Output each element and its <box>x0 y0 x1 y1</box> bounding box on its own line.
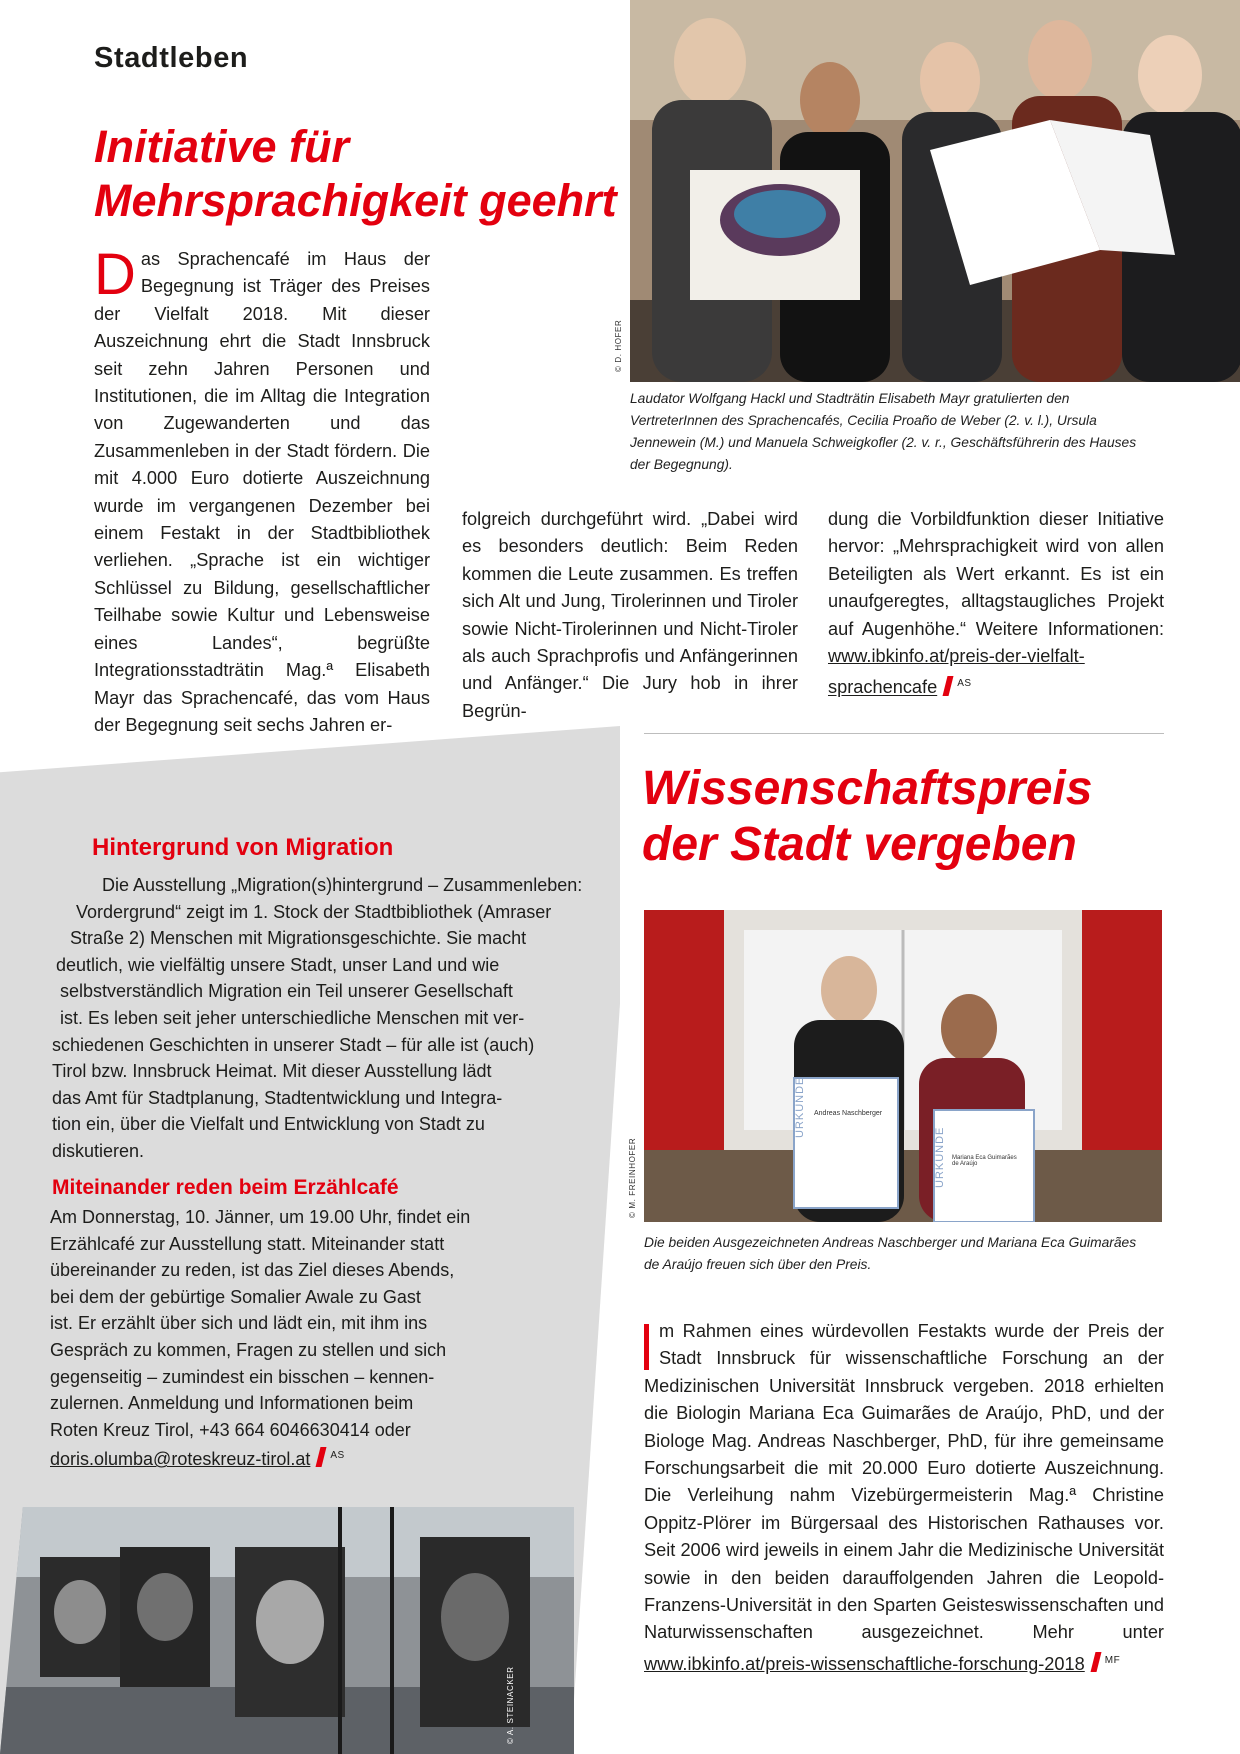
article2-link[interactable]: www.ibkinfo.at/preis-wissenschaftliche-forschung-2018 <box>644 1653 1085 1674</box>
photo-credit: © A. STEINACKER <box>506 1666 515 1744</box>
photo-credit: © M. FREINHOFER <box>628 1137 637 1218</box>
article1-headline-line1: Initiative für <box>94 121 350 172</box>
section-label: Stadtleben <box>94 42 249 74</box>
photo-caption: Laudator Wolfgang Hackl und Stadträtin Elisabeth Mayr gratulierten den VertreterInnen des Sprachencafés, Cecilia Proaño de Weber (2. v. l.), Ursula Jennewein (M.) und Manuela Schweigkofler (2. v. r., Geschäftsführerin des Hauses der Begegnung). <box>630 391 1137 472</box>
box-line: tion ein, über die Vielfalt und Entwicklung von Stadt zu <box>52 1114 485 1135</box>
certificate-name: Mariana Eca Guimarães de Araújo <box>952 1155 1017 1167</box>
box-line: ist. Es leben seit jeher unterschiedliche Menschen mit ver- <box>60 1007 525 1028</box>
box-line: Vordergrund“ zeigt im 1. Stock der Stadtbibliothek (Amraser <box>76 901 552 922</box>
box-line: das Amt für Stadtplanung, Stadtentwicklung und Integra- <box>52 1087 503 1108</box>
photo-credit: © D. HOFER <box>614 319 623 372</box>
end-mark <box>1090 1652 1101 1672</box>
email-link[interactable]: doris.olumba@roteskreuz-tirol.at <box>50 1449 311 1470</box>
article1-column1 <box>94 242 430 739</box>
box-line: selbstverständlich Migration ein Teil unserer Gesellschaft <box>60 981 513 1002</box>
article2-headline-line2: der Stadt vergeben <box>642 818 1077 871</box>
award-winners-photo <box>644 910 1162 1222</box>
box-line: bei dem der gebürtige Somalier Awale zu Gast <box>50 1286 421 1307</box>
box-line: ist. Er erzählt über sich und lädt ein, mit ihm ins <box>50 1313 428 1334</box>
certificate-name: Andreas Naschberger <box>814 1110 883 1117</box>
article1-column3-text: dung die Vorbildfunktion dieser Initiative hervor: „Mehrsprachigkeit wird von allen Beteiligten als Wert erkannt. Es ist ein unaufgeregtes, alltagstaugliches Projekt auf Augenhöhe.“ Weitere Informationen: <box>828 509 1164 639</box>
box-heading-erzaehlcafe: Miteinander reden beim Erzählcafé <box>52 1176 399 1199</box>
dropcap: D <box>94 242 136 307</box>
award-group-photo <box>630 0 1240 382</box>
article1-column3 <box>828 506 1164 702</box>
box-line <box>50 1443 470 1473</box>
article1-headline-line2: Mehrsprachigkeit geehrt <box>94 175 617 226</box>
article1-column2-text: folgreich durchgeführt wird. „Dabei wird es besonders deutlich: Beim Reden kommen die Leute zusammen. Es treffen sich Alt und Jung, Tirolerinnen und Tiroler sowie Nicht-Tirolerinnen und Nicht-Tiroler als auch Sprachprofis und Anfängerinnen und Anfänger.“ Die Jury hob in ihrer Begrün- <box>462 509 798 721</box>
box-line: Straße 2) Menschen mit Migrationsgeschichte. Sie macht <box>70 928 527 949</box>
author-initials: AS <box>957 678 972 690</box>
article1-column1-text: as Sprachencafé im Haus der Begegnung ist Träger des Preises der Vielfalt 2018. Mit dieser Auszeichnung ehrt die Stadt Innsbruck seit zehn Jahren Personen und Institutionen, die im Alltag die Integration von Zugewanderten und das Zusammenleben in der Stadt fördern. Die mit 4.000 Euro dotierte Auszeichnung wurde im vergangenen Dezember bei einem Festakt in der Stadtbibliothek verliehen. „Sprache ist ein wichtiger Schlüssel zu Bildung, gesellschaftlicher Teilhabe sowie Kultur und Lebensweise eines Landes“, begrüßte Integrationsstadträtin Mag.ª Elisabeth Mayr das Sprachencafé, das vom Haus der Begegnung seit sechs Jahren er- <box>94 249 430 735</box>
box-line: gegenseitig – zumindest ein bisschen – kennen- <box>50 1366 435 1387</box>
box-line: Tirol bzw. Innsbruck Heimat. Mit dieser Ausstellung lädt <box>52 1061 492 1082</box>
author-initials: AS <box>330 1450 345 1462</box>
box-line: schiedenen Geschichten in unserer Stadt – für alle ist (auch) <box>52 1034 535 1055</box>
article2-body-text: m Rahmen eines würdevollen Festakts wurde der Preis der Stadt Innsbruck für wissenschaftliche Forschung an der Medizinischen Universität Innsbruck vergeben. 2018 erhielten die Biologin Mariana Eca Guimarães de Araújo, PhD, und der Biologe Mag. Andreas Naschberger, PhD, für ihre gemeinsame Forschungsarbeit die mit 20.000 Euro dotierte Auszeichnung. Die Verleihung nahm Vizebürgermeisterin Mag.ª Christine Oppitz-Plörer im Bürgersaal des Historischen Rathauses vor. Seit 2006 wird jeweils in einem Jahr die Medizinische Universität sowie in den beiden darauffolgenden Jahren die Leopold-Franzens-Universität in den Sparten Geisteswissenschaften und Naturwissenschaften ausgezeichnet. Mehr unter <box>644 1321 1164 1643</box>
certificate-word: URKUNDE <box>934 1126 946 1188</box>
end-mark <box>943 676 954 696</box>
article1-link-line2[interactable]: sprachencafe <box>828 677 938 698</box>
box-line: Gespräch zu kommen, Fragen zu stellen und sich <box>50 1339 447 1360</box>
box-line: Erzählcafé zur Ausstellung statt. Miteinander statt <box>50 1233 445 1254</box>
author-initials: MF <box>1104 1654 1121 1666</box>
photo-caption: Die beiden Ausgezeichneten Andreas Naschberger und Mariana Eca Guimarães de Araújo freuen sich über den Preis. <box>644 1235 1137 1272</box>
box-text-erzaehlcafe <box>50 1204 470 1473</box>
box-line: diskutieren. <box>52 1140 145 1161</box>
article2-headline-line1: Wissenschaftspreis <box>642 762 1093 815</box>
exhibition-photo <box>0 1507 574 1754</box>
dropcap <box>644 1324 649 1370</box>
article1-link-line1[interactable]: www.ibkinfo.at/preis-der-vielfalt- <box>828 646 1085 667</box>
certificate-word: URKUNDE <box>794 1076 806 1138</box>
article1-column2 <box>462 506 798 725</box>
box-line: Am Donnerstag, 10. Jänner, um 19.00 Uhr, findet ein <box>50 1207 471 1227</box>
section-divider <box>644 733 1164 734</box>
box-text-migration <box>52 872 582 1165</box>
box-line: Die Ausstellung „Migration(s)hintergrund – Zusammenleben: <box>102 875 583 895</box>
box-heading-migration: Hintergrund von Migration <box>92 834 394 861</box>
box-line: deutlich, wie vielfältig unsere Stadt, unser Land und wie <box>56 954 500 975</box>
box-line: zulernen. Anmeldung und Informationen beim <box>50 1393 414 1414</box>
article2-body <box>644 1318 1164 1678</box>
end-mark <box>316 1447 327 1467</box>
box-line: übereinander zu reden, ist das Ziel dieses Abends, <box>50 1260 455 1281</box>
box-line: Roten Kreuz Tirol, +43 664 6046630414 oder <box>50 1419 411 1440</box>
